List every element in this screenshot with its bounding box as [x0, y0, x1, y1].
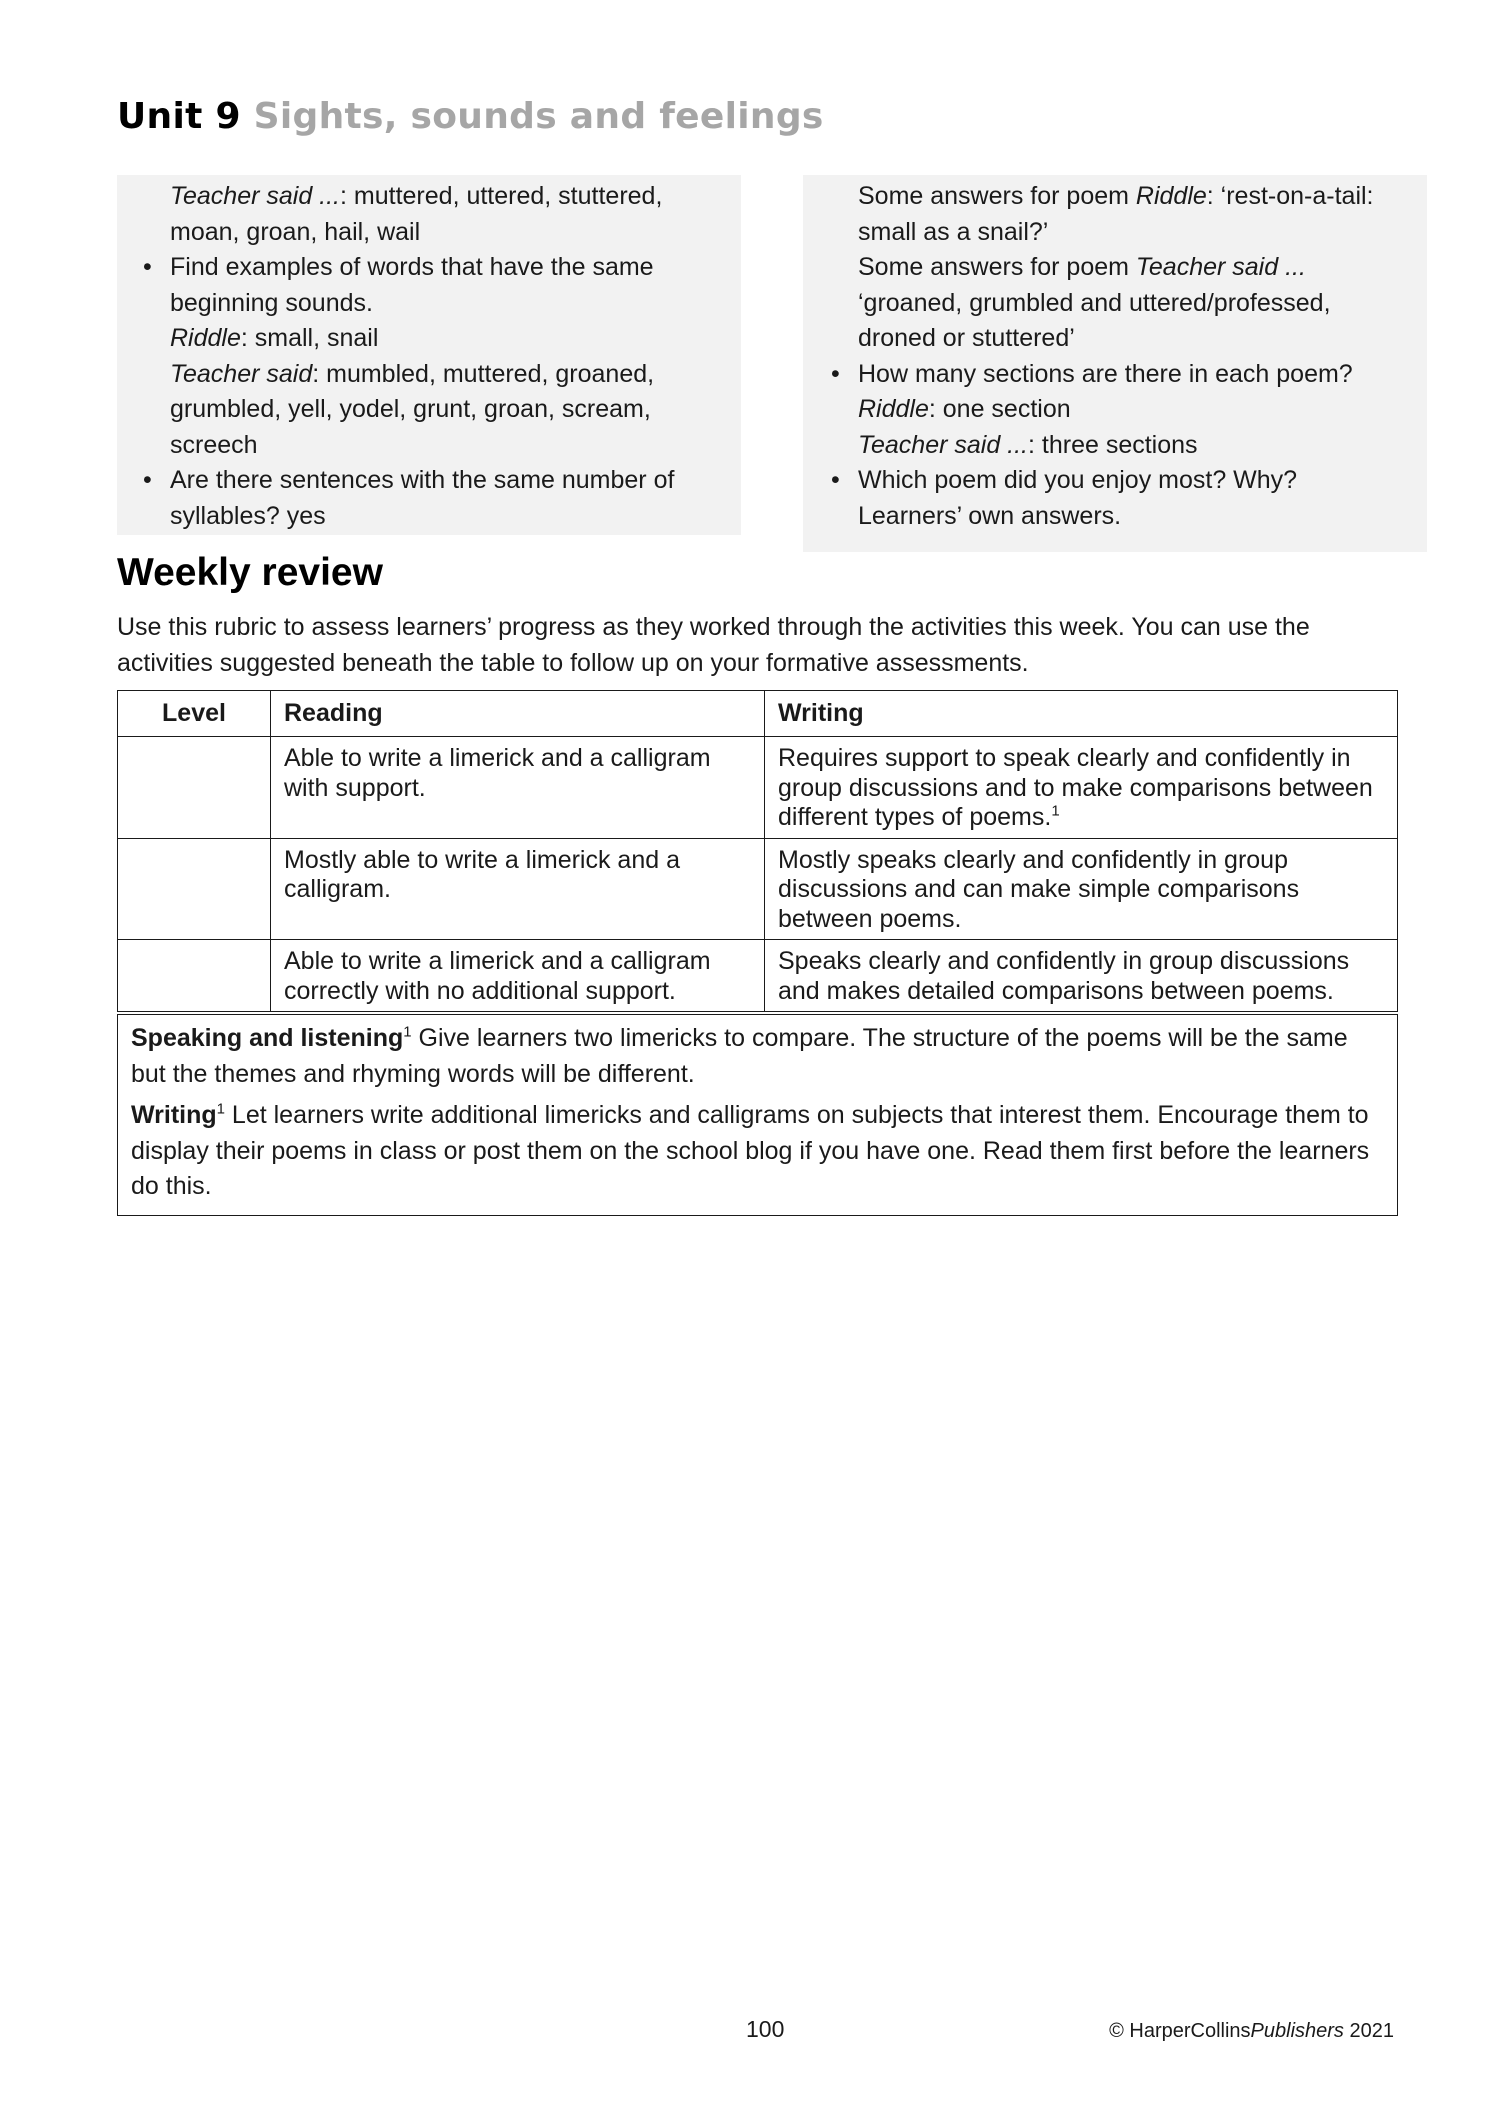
table-row	[118, 940, 1398, 1012]
rubric-header-reading: Reading	[271, 691, 765, 737]
weekly-review-heading: Weekly review	[117, 551, 383, 594]
answer-line	[170, 179, 731, 215]
answer-line	[858, 321, 1417, 357]
answer-text: Learners’ own answers.	[858, 501, 1122, 530]
answers-right-panel	[803, 175, 1427, 552]
rubric-header-row	[118, 691, 1398, 737]
poem-title: Riddle	[170, 324, 241, 352]
rubric-reading-cell: Mostly able to write a limerick and a calligram.	[271, 838, 765, 940]
answer-text: How many sections are there in each poem?	[858, 359, 1353, 388]
answer-text: screech	[170, 430, 258, 459]
copyright-year: 2021	[1343, 2020, 1394, 2042]
copyright-publisher: Publishers	[1250, 2020, 1344, 2042]
unit-number: Unit 9	[117, 96, 241, 137]
answer-text: Some answers for poem	[858, 182, 1136, 210]
answer-text: : ‘rest-on-a-tail:	[1206, 182, 1374, 210]
writing-text: Let learners write additional limericks and calligrams on subjects that interest them. Encourage them to display their poems in class or post them on the school blog if you have one. Read them first before the learners do this.	[131, 1101, 1370, 1200]
poem-title: Teacher said ...	[1135, 253, 1306, 281]
rubric-level-cell	[118, 940, 271, 1012]
page-title	[117, 96, 824, 137]
answer-text: droned or stuttered’	[858, 324, 1075, 352]
rubric-header-writing: Writing	[765, 691, 1398, 737]
answer-text: Find examples of words that have the same	[170, 253, 654, 281]
answer-line	[858, 215, 1417, 251]
answer-text: moan, groan, hail, wail	[170, 217, 421, 246]
poem-title: Riddle	[1135, 182, 1207, 210]
footnote-marker: 1	[216, 1100, 225, 1118]
bullet-line	[170, 463, 731, 499]
answer-line	[858, 392, 1417, 428]
page-number: 100	[746, 2016, 785, 2042]
poem-title: Teacher said ...	[170, 182, 341, 210]
rubric-table	[117, 690, 1398, 1012]
answer-text: Are there sentences with the same number of	[170, 466, 675, 494]
answer-line	[858, 250, 1417, 286]
poem-title: Teacher said	[170, 359, 313, 388]
answer-text: : three sections	[1028, 430, 1198, 459]
answer-text: beginning sounds.	[170, 288, 373, 317]
copyright-notice	[1109, 2020, 1394, 2043]
answer-line	[170, 321, 731, 357]
table-row	[118, 838, 1398, 940]
answer-line	[170, 357, 731, 393]
weekly-review-intro: Use this rubric to assess learners’ progress as they worked through the activities this week. You can use the activities suggested beneath the table to follow up on your formative assessments.	[117, 613, 1310, 677]
followup-activities-box	[117, 1014, 1398, 1216]
answer-line	[170, 215, 731, 251]
answer-line	[170, 392, 731, 428]
answer-line	[170, 286, 731, 322]
rubric-reading-cell: Able to write a limerick and a calligram correctly with no additional support.	[271, 940, 765, 1012]
answer-text: : mumbled, muttered, groaned,	[312, 359, 655, 388]
answer-line	[858, 428, 1417, 464]
poem-title: Riddle	[858, 395, 929, 423]
answer-text: ‘groaned, grumbled and uttered/professed,	[858, 288, 1331, 317]
answer-text: grumbled, yell, yodel, grunt, groan, scream,	[170, 395, 651, 423]
footnote-marker: 1	[1051, 802, 1060, 820]
rubric-header-level: Level	[118, 691, 271, 737]
rubric-level-cell	[118, 838, 271, 940]
rubric-writing-cell: Mostly speaks clearly and confidently in group discussions and can make simple comparisons between poems.	[765, 838, 1398, 940]
speaking-listening-label: Speaking and listening	[131, 1024, 404, 1052]
speaking-listening-activity	[131, 1021, 1384, 1092]
rubric-writing-cell: Speaks clearly and confidently in group discussions and makes detailed comparisons between poems.	[765, 940, 1398, 1012]
copyright-prefix: © HarperCollins	[1109, 2020, 1251, 2042]
writing-activity	[131, 1098, 1384, 1205]
answer-text: small as a snail?’	[858, 217, 1049, 246]
answer-line	[858, 286, 1417, 322]
rubric-reading-cell: Able to write a limerick and a calligram with support.	[271, 737, 765, 839]
rubric-level-cell	[118, 737, 271, 839]
answer-text: : small, snail	[240, 324, 379, 352]
writing-label: Writing	[131, 1101, 217, 1129]
poem-title: Teacher said ...	[858, 430, 1029, 459]
rubric-writing-text: Requires support to speak clearly and confidently in group discussions and to make comparisons between different types of poems.	[778, 744, 1373, 831]
speaking-listening-text: Give learners two limericks to compare. The structure of the poems will be the same but the themes and rhyming words will be different.	[131, 1024, 1348, 1088]
unit-title: Sights, sounds and feelings	[253, 96, 824, 137]
answer-text: syllables? yes	[170, 501, 326, 530]
bullet-line	[858, 463, 1417, 499]
bullet-line	[858, 357, 1417, 393]
answers-left-panel	[117, 175, 741, 535]
answer-text: : one section	[928, 395, 1071, 423]
answer-line	[858, 179, 1417, 215]
table-row	[118, 737, 1398, 839]
bullet-line	[170, 250, 731, 286]
answer-line	[170, 428, 731, 464]
answer-text: : muttered, uttered, stuttered,	[340, 182, 663, 210]
answer-text: Which poem did you enjoy most? Why?	[858, 466, 1298, 494]
rubric-writing-cell	[765, 737, 1398, 839]
answer-line	[858, 499, 1417, 535]
answer-text: Some answers for poem	[858, 253, 1136, 281]
answer-line	[170, 499, 731, 535]
footnote-marker: 1	[403, 1023, 412, 1041]
